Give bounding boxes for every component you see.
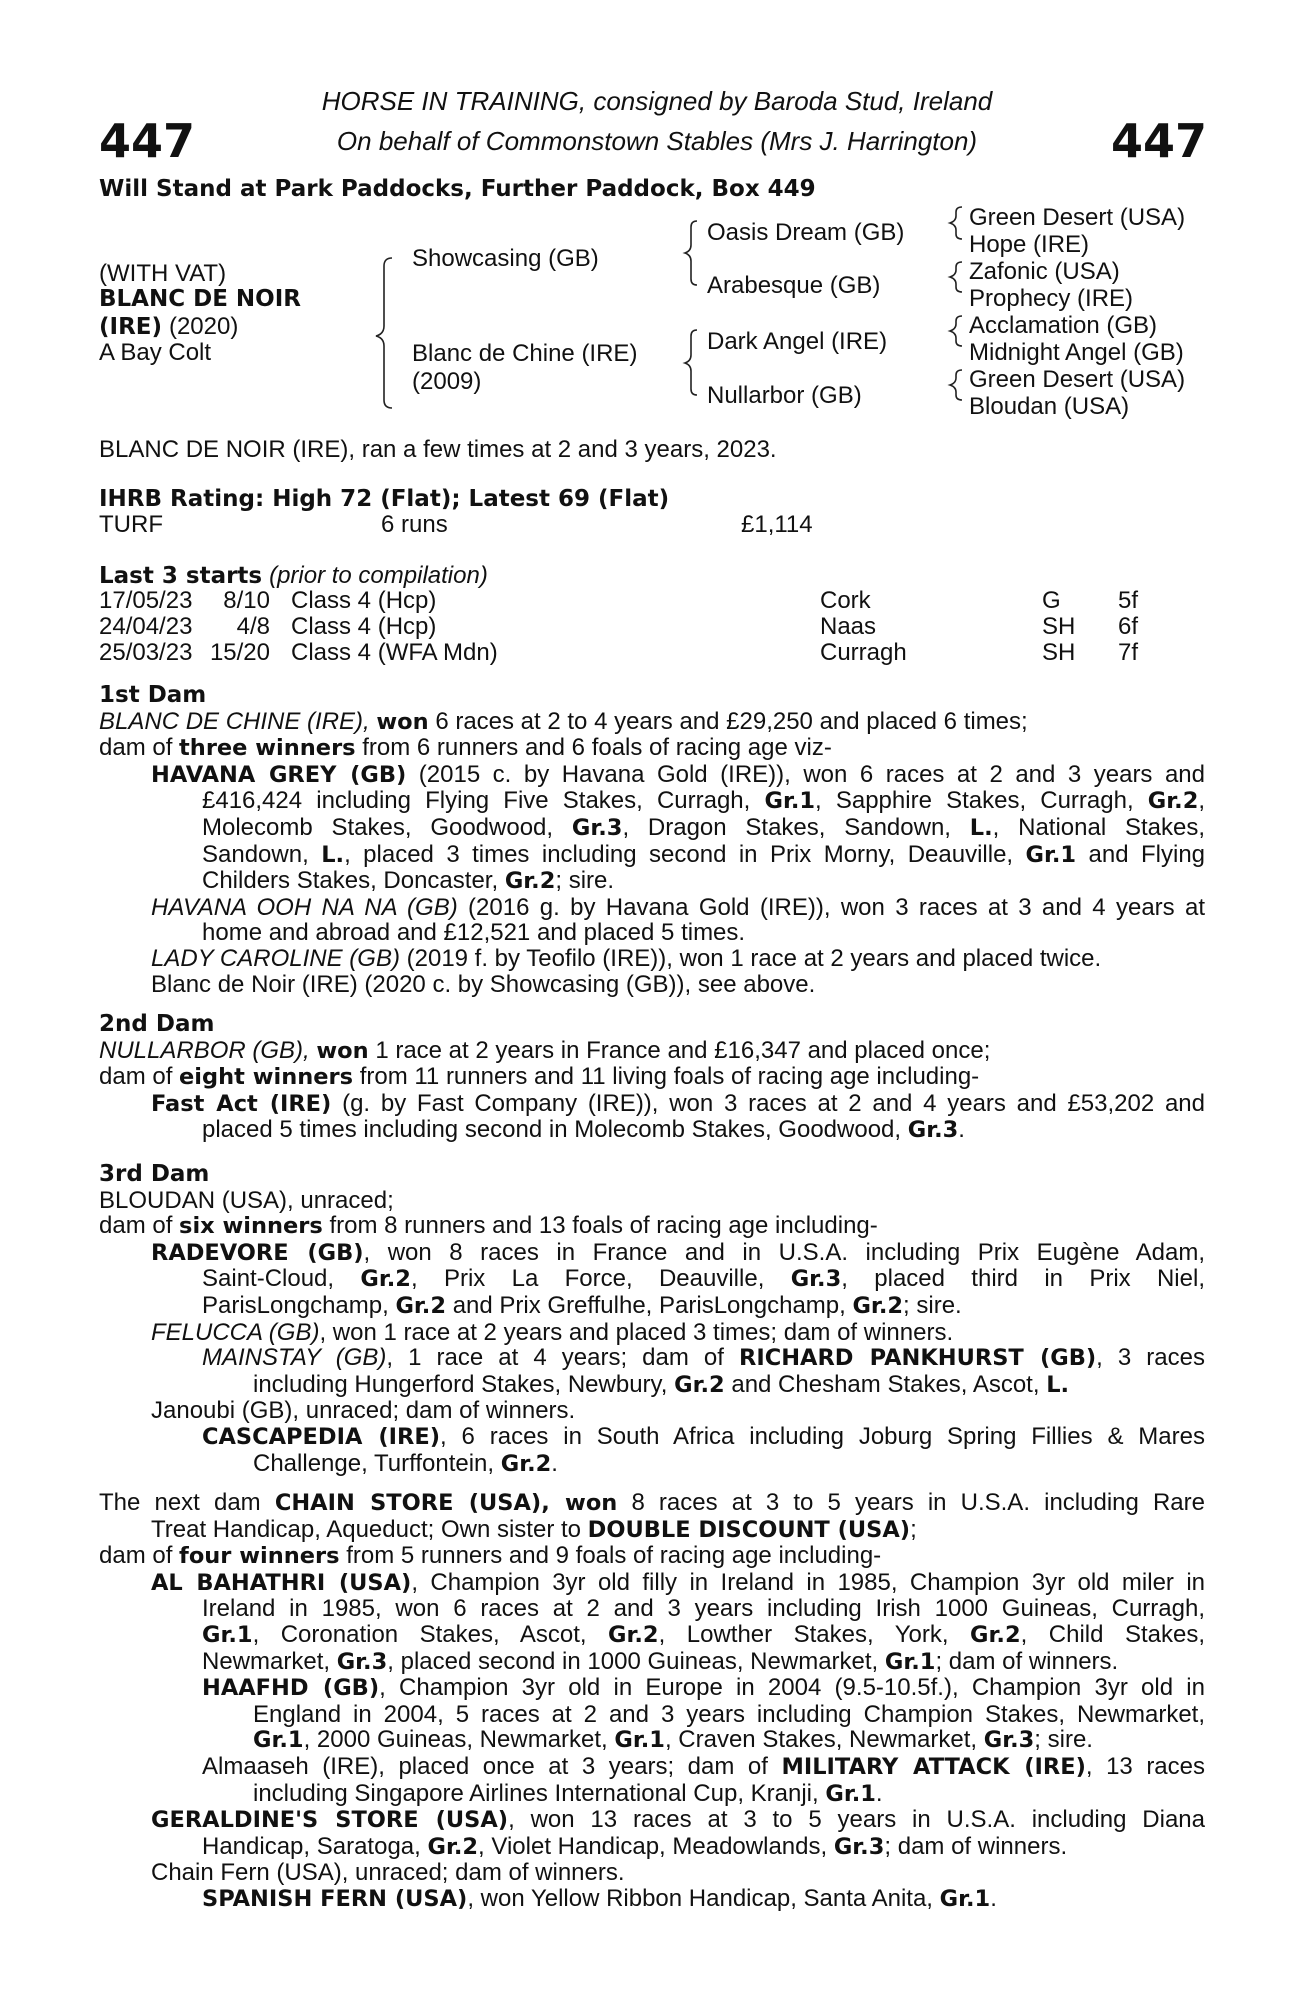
text: Challenge, Turffontein, [253,1449,495,1477]
group-grade: Gr.1 [939,1885,991,1912]
listed-grade: L. [321,841,345,868]
text: from 11 runners and 11 living foals of racing age including- [359,1063,980,1091]
progeny-name: HAVANA GREY (GB) [151,761,407,788]
text: (2016 g. by Havana Gold (IRE)), won 3 races at 3 and 4 years at [468,893,1206,921]
gen3-6: Midnight Angel (GB) [969,339,1184,366]
progeny-name: LADY CAROLINE (GB) [151,944,400,972]
group-grade: Gr.3 [790,1266,842,1293]
group-grade: Gr.2 [852,1292,904,1319]
group-grade: Gr.1 [202,1621,253,1648]
al-bahathri-line: Ireland in 1985, won 6 races at 2 and 3 years including Irish 1000 Guineas, Curragh, [202,1595,1205,1623]
start-race: Class 4 (Hcp) [291,613,437,640]
havana-grey-line [99,842,1205,869]
text: Childers Stakes, Doncaster, [202,867,499,895]
text: Sandown, [202,840,309,868]
progeny-name: RICHARD PANKHURST (GB) [739,1345,1097,1372]
third-dam-line: BLOUDAN (USA), unraced; [99,1186,394,1214]
text: including Hungerford Stakes, Newbury, [253,1370,668,1398]
haafhd-entry [99,1675,1205,1702]
radevore-line [99,1266,1205,1293]
text: and Flying [1088,840,1206,868]
dam-name: CHAIN STORE (USA), won [274,1490,618,1516]
dam-sire: Dark Angel (IRE) [707,328,888,355]
dam: Blanc de Chine (IRE) [412,340,638,367]
group-grade: Gr.3 [571,814,623,841]
rating-runs: 6 runs [381,511,448,538]
text: (g. by Fast Company (IRE)), won 3 races at 2 and 4 years and £53,202 and [342,1089,1205,1117]
lot-number-left: 447 [99,114,196,168]
gen3-1: Green Desert (USA) [969,204,1186,231]
group-grade: Gr.2 [500,1450,552,1477]
relative-name: DOUBLE DISCOUNT (USA) [587,1516,911,1543]
al-bahathri-line [99,1649,1205,1676]
havana-grey-entry [99,762,1205,789]
group-grade: Gr.3 [907,1117,959,1144]
group-grade: Gr.1 [825,1780,876,1807]
group-grade: Gr.1 [1025,841,1077,868]
group-grade: Gr.2 [1147,788,1199,815]
gen3-4: Prophecy (IRE) [969,285,1134,312]
text: , Lowther Stakes, York, [658,1620,949,1648]
radevore-entry [99,1240,1205,1267]
gen3-7: Green Desert (USA) [969,366,1186,393]
last-starts-note: (prior to compilation) [269,562,488,589]
start-distance: 5f [1118,587,1139,614]
progeny-name: CASCAPEDIA (IRE) [202,1423,441,1450]
text: , 3 races [1096,1344,1205,1372]
start-date: 24/04/23 [99,613,193,640]
third-dam-title: 3rd Dam [99,1161,210,1187]
text: , placed 3 times including second in Prix Morny, Deauville, [344,840,1014,868]
progeny-name: RADEVORE (GB) [151,1239,364,1266]
text: ; sire. [555,867,615,895]
text: from 8 runners and 13 foals of racing age including- [329,1212,878,1240]
blanc-de-noir-entry: Blanc de Noir (IRE) (2020 c. by Showcasing (GB)), see above. [151,970,816,998]
text: , 2000 Guineas, Newmarket, [303,1726,608,1754]
progeny-name: Fast Act (IRE) [151,1090,332,1117]
text: Treat Handicap, Aqueduct; Own sister to [151,1515,581,1543]
text: ; sire. [1034,1726,1093,1754]
start-distance: 7f [1118,639,1139,666]
listed-grade: L. [969,814,993,841]
dam-dam: Nullarbor (GB) [707,382,862,409]
won-text: won [316,1037,369,1064]
text: and Chesham Stakes, Ascot, [731,1370,1040,1398]
mainstay-line [99,1372,1205,1399]
text: Almaaseh (IRE), placed once at 3 years; dam of [202,1752,768,1780]
janoubi-entry: Janoubi (GB), unraced; dam of winners. [151,1397,576,1425]
gen3-2: Hope (IRE) [969,231,1090,258]
last-starts-heading [99,563,488,588]
sire: Showcasing (GB) [412,245,599,272]
text: and Prix Greffulhe, ParisLongchamp, [452,1291,846,1319]
text: , Prix La Force, Deauville, [410,1265,765,1293]
first-dam-section [99,683,1205,997]
group-grade: Gr.1 [253,1727,304,1754]
text: Molecomb Stakes, Goodwood, [202,813,554,841]
group-grade: Gr.2 [674,1371,725,1398]
text: ; dam of winners. [935,1647,1119,1675]
cascapedia-entry [99,1424,1205,1451]
text: , won Yellow Ribbon Handicap, Santa Anita, [467,1884,933,1912]
radevore-line [99,1293,1205,1320]
first-dam-title: 1st Dam [99,682,207,708]
geraldines-store-entry [99,1807,1205,1834]
racing-summary: BLANC DE NOIR (IRE), ran a few times at 2 and 3 years, 2023. [99,436,777,463]
text: dam of [99,1542,173,1570]
group-grade: Gr.2 [970,1621,1021,1648]
text: ParisLongchamp, [202,1291,389,1319]
progeny-name: FELUCCA (GB) [151,1318,320,1346]
lot-number-right: 447 [1110,114,1207,168]
al-bahathri-entry [99,1570,1205,1597]
progeny-name: MILITARY ATTACK (IRE) [781,1753,1086,1780]
almaaseh-entry [99,1754,1205,1781]
third-dam-section [99,1162,1205,1477]
stand-location: Will Stand at Park Paddocks, Further Paddock, Box 449 [99,176,816,202]
text: ; [910,1515,917,1543]
text: , National Stakes, [992,813,1205,841]
dam-year: (2009) [412,368,482,395]
mainstay-entry [99,1345,1205,1372]
dam-record: 6 races at 2 to 4 years and £29,250 and placed 6 times; [435,707,1028,735]
last-starts-title: Last 3 starts [99,563,263,589]
group-grade: Gr.2 [504,868,556,895]
horse-country: (IRE) [99,314,163,340]
fast-act-entry [99,1091,1205,1118]
group-grade: Gr.2 [427,1833,479,1860]
text: placed 5 times including second in Molecomb Stakes, Goodwood, [202,1116,902,1144]
al-bahathri-line [99,1622,1205,1649]
horse-description: A Bay Colt [99,339,212,366]
almaaseh-line [99,1781,1205,1808]
start-date: 17/05/23 [99,587,193,614]
horse-year: (2020) [168,313,239,340]
spanish-fern-entry [99,1886,1205,1913]
group-grade: Gr.1 [614,1727,665,1754]
start-course: Curragh [820,639,907,666]
gen3-5: Acclamation (GB) [969,312,1158,339]
text: , won 8 races in France and in U.S.A. including Prix Eugène Adam, [363,1238,1205,1266]
start-position: 4/8 [236,613,270,640]
on-behalf-line: On behalf of Commonstown Stables (Mrs J. Harrington) [336,126,978,156]
text: dam of [99,1212,173,1240]
start-course: Naas [820,613,877,640]
text: , placed second in 1000 Guineas, Newmarket, [387,1647,879,1675]
start-distance: 6f [1118,613,1139,640]
text: , Violet Handicap, Meadowlands, [478,1832,828,1860]
text: . [875,1779,883,1807]
rating-earnings: £1,114 [741,511,813,538]
text: , 6 races in South Africa including Joburg Spring Fillies & Mares [440,1422,1205,1450]
start-course: Cork [820,587,871,614]
lady-caroline-entry [99,946,1205,972]
text: , won 13 races at 3 to 5 years in U.S.A. including Diana [508,1806,1205,1834]
group-grade: Gr.3 [983,1727,1035,1754]
felucca-entry [99,1320,1205,1346]
text: , 1 race at 4 years; dam of [386,1344,724,1372]
fast-act-line [99,1117,1205,1144]
progeny-name: HAAFHD (GB) [202,1675,380,1702]
text: dam of [99,734,173,762]
text: . [990,1884,997,1912]
listed-grade: L. [1046,1371,1070,1398]
third-dam-produce-line [99,1213,1205,1240]
text: , Coronation Stakes, Ascot, [252,1620,587,1648]
start-position: 8/10 [223,587,270,614]
text: . [551,1449,558,1477]
sire-sire: Oasis Dream (GB) [707,219,905,246]
dam-name: NULLARBOR (GB), [99,1036,310,1064]
gen3-3: Zafonic (USA) [969,258,1120,285]
text: ; dam of winners. [884,1832,1068,1860]
start-date: 25/03/23 [99,639,193,666]
start-race: Class 4 (WFA Mdn) [291,639,498,666]
text: , Dragon Stakes, Sandown, [622,813,951,841]
haafhd-line [99,1727,1205,1754]
start-race: Class 4 (Hcp) [291,587,437,614]
winners-count: three winners [179,735,356,762]
text: ; sire. [903,1291,962,1319]
progeny-name: AL BAHATHRI (USA) [151,1569,412,1596]
havana-grey-line: £416,424 including Flying Five Stakes, Curragh, Gr.1, Sapphire Stakes, Curragh, Gr.2, [202,787,1206,815]
text: , 13 races [1085,1752,1206,1780]
text: Handicap, Saratoga, [202,1832,421,1860]
sire-dam: Arabesque (GB) [707,272,881,299]
text: 1 race at 2 years in France and £16,347 and placed once; [375,1036,991,1064]
text: Saint-Cloud, [202,1265,335,1293]
second-dam-produce-line [99,1064,1205,1091]
progeny-name: MAINSTAY (GB) [202,1344,387,1372]
next-dam-produce-line [99,1543,1205,1570]
text: , Champion 3yr old in Europe in 2004 (9.5-10.5f.), Champion 3yr old in [379,1674,1205,1702]
winners-count: four winners [179,1543,340,1570]
consignor-line: HORSE IN TRAINING, consigned by Baroda Stud, Ireland [321,86,993,116]
next-dam-section [99,1490,1205,1913]
group-grade: Gr.3 [336,1648,388,1675]
progeny-name: HAVANA OOH NA NA (GB) [151,893,458,921]
first-dam-produce-line [99,735,1205,762]
text: , Champion 3yr old filly in Ireland in 1985, Champion 3yr old miler in [411,1568,1206,1596]
text: including Singapore Airlines International Cup, Kranji, [253,1779,819,1807]
haafhd-line: England in 2004, 5 races at 2 and 3 years including Champion Stakes, Newmarket, [253,1700,1205,1728]
second-dam-section [99,1012,1205,1144]
text: (2015 c. by Havana Gold (IRE)), won 6 races at 2 and 3 years and [418,760,1205,788]
group-grade: Gr.1 [884,1648,936,1675]
text: , won 1 race at 2 years and placed 3 times; dam of winners. [319,1318,954,1346]
text: The next dam [99,1489,261,1516]
text: 8 races at 3 to 5 years in U.S.A. including Rare [631,1489,1205,1516]
next-dam-line [99,1490,1205,1517]
won-text: won [376,708,429,735]
text: £416,424 including Flying Five Stakes, Curragh, [202,787,751,815]
chain-fern-entry: Chain Fern (USA), unraced; dam of winners. [151,1859,625,1887]
havana-ooh-line: home and abroad and £12,521 and placed 5 times. [202,919,746,947]
text: , Sapphire Stakes, Curragh, [815,787,1134,815]
cascapedia-line [99,1451,1205,1478]
progeny-name: GERALDINE'S STORE (USA) [151,1807,509,1834]
text: . [958,1116,965,1144]
text: , Craven Stakes, Newmarket, [664,1726,978,1754]
text: , placed third in Prix Niel, [841,1265,1205,1293]
ihrb-rating: IHRB Rating: High 72 (Flat); Latest 69 (Flat) [99,486,670,512]
rating-surface: TURF [99,511,163,538]
horse-name: BLANC DE NOIR [99,286,302,312]
vat-note: (WITH VAT) [99,260,227,287]
second-dam-title: 2nd Dam [99,1011,215,1037]
group-grade: Gr.2 [608,1621,659,1648]
start-position: 15/20 [209,639,270,666]
text: (2019 f. by Teofilo (IRE)), won 1 race at 2 years and placed twice. [406,944,1102,972]
text: dam of [99,1063,173,1091]
start-going: SH [1042,613,1076,640]
text: from 6 runners and 6 foals of racing age viz- [362,734,832,762]
group-grade: Gr.2 [395,1292,447,1319]
winners-count: eight winners [179,1064,354,1091]
winners-count: six winners [179,1213,323,1240]
progeny-name: SPANISH FERN (USA) [202,1885,468,1912]
next-dam-sister-line [99,1517,1205,1544]
geraldines-store-line [99,1834,1205,1861]
group-grade: Gr.3 [833,1833,885,1860]
gen3-8: Bloudan (USA) [969,393,1130,420]
dam-name: BLANC DE CHINE (IRE), [99,707,370,735]
text: Newmarket, [202,1647,331,1675]
havana-grey-line [99,815,1205,842]
second-dam-line [99,1038,1205,1065]
group-grade: Gr.1 [764,788,816,815]
start-going: G [1042,587,1061,614]
text: from 5 runners and 9 foals of racing age including- [346,1542,882,1570]
havana-ooh-entry [99,895,1205,921]
text: , Child Stakes, [1020,1620,1205,1648]
first-dam-line [99,709,1205,736]
start-going: SH [1042,639,1076,666]
group-grade: Gr.2 [360,1266,411,1293]
havana-grey-line [99,868,1205,895]
